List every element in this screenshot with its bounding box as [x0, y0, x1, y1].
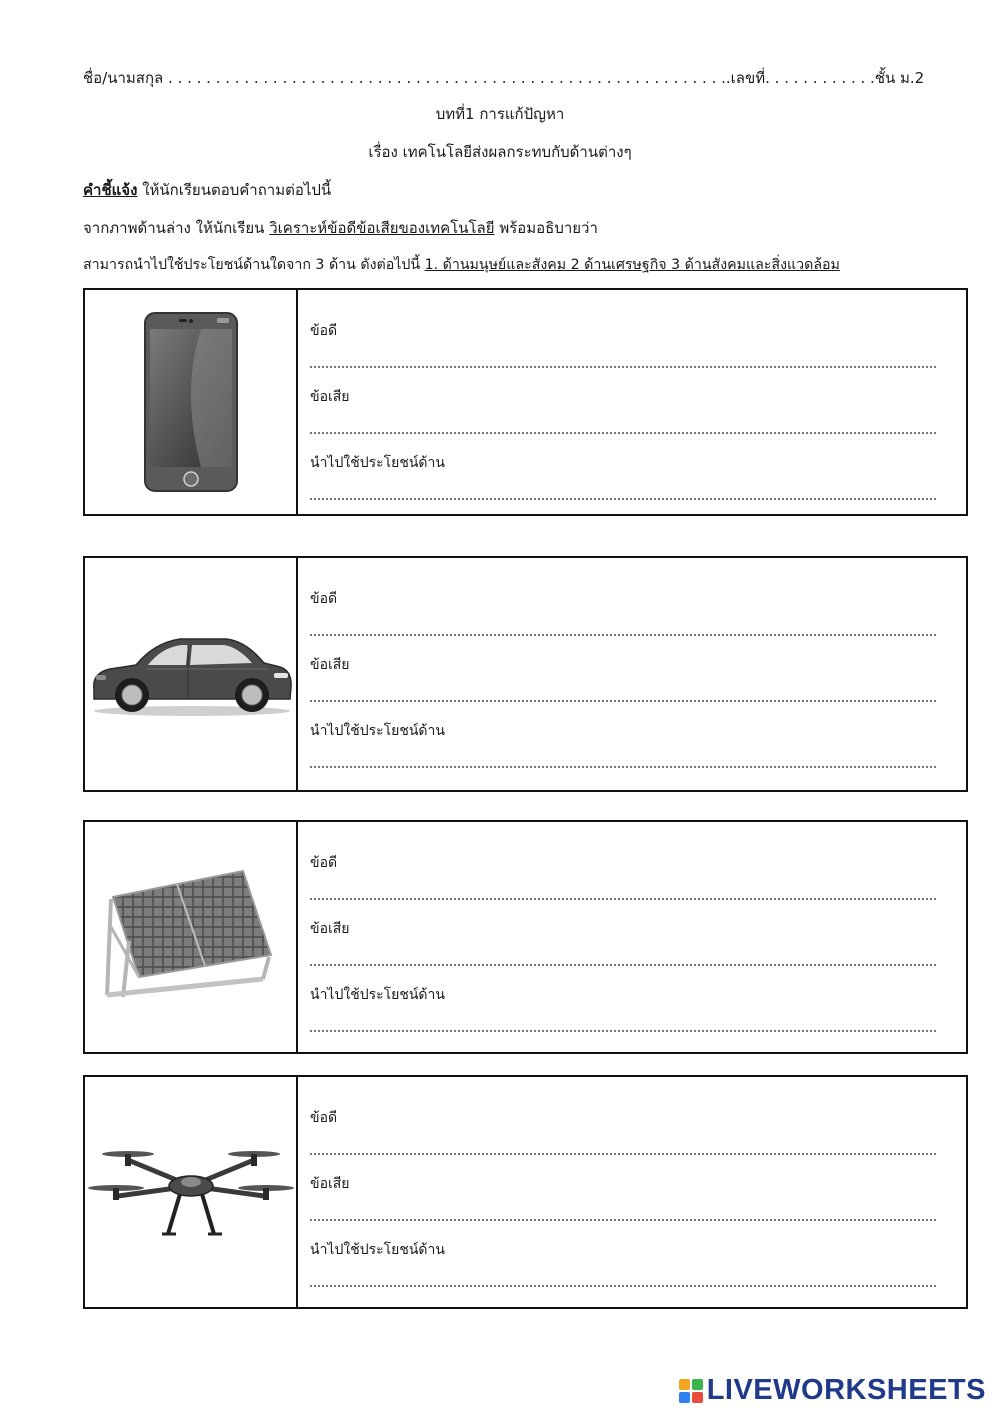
use-answer-line[interactable] — [310, 766, 936, 768]
pros-answer-line[interactable] — [310, 898, 936, 900]
pros-answer-line[interactable] — [310, 366, 936, 368]
pros-answer-line[interactable] — [310, 634, 936, 636]
name-label: ชื่อ/นามสกุล — [83, 69, 164, 87]
solar-panel-icon — [93, 867, 289, 1007]
car-picture — [85, 558, 298, 790]
cons-answer-line[interactable] — [310, 700, 936, 702]
answer-area-drone — [298, 1077, 966, 1307]
answer-area-car — [298, 558, 966, 790]
cons-label: ข้อเสีย — [310, 389, 350, 405]
item-card-smartphone — [83, 288, 968, 516]
item-card-drone — [83, 1075, 968, 1309]
cons-label: ข้อเสีย — [310, 657, 350, 673]
instruction-text-2c: พร้อมอธิบายว่า — [499, 219, 598, 237]
cons-label: ข้อเสีย — [310, 921, 350, 937]
number-label: .เลขที่ — [725, 69, 766, 87]
solar-panel-picture — [85, 822, 298, 1052]
drone-icon — [88, 1142, 294, 1242]
liveworksheets-logo — [679, 1374, 986, 1407]
car-icon — [88, 629, 294, 719]
drone-picture — [85, 1077, 298, 1307]
item-card-solar-panel — [83, 820, 968, 1054]
instruction-text-1: ให้นักเรียนตอบคำถามต่อไปนี้ — [142, 181, 332, 199]
smartphone-picture — [85, 290, 298, 514]
cons-answer-line[interactable] — [310, 964, 936, 966]
name-dots[interactable]: . . . . . . . . . . . . . . . . . . . . . . . . . . . . . . . . . . . . . . . . . . . . . . . . . . . . . . . . . . . — [168, 69, 726, 87]
name-line — [83, 66, 924, 90]
cons-answer-line[interactable] — [310, 1219, 936, 1221]
class-label: ชั้น ม.2 — [874, 69, 925, 87]
instruction-title: คำชี้แจ้ง — [83, 181, 138, 199]
instruction-line-2 — [83, 216, 598, 240]
answer-area-solar-panel — [298, 822, 966, 1052]
answer-area-smartphone — [298, 290, 966, 514]
instruction-text-3a: สามารถนำไปใช้ประโยชน์ด้านใดจาก 3 ด้าน ดังต่อไปนี้ — [83, 257, 421, 273]
instruction-line-3 — [83, 254, 840, 276]
smartphone-icon — [141, 311, 241, 493]
instruction-text-2a: จากภาพด้านล่าง ให้นักเรียน — [83, 219, 265, 237]
use-label: นำไปใช้ประโยชน์ด้าน — [310, 1242, 445, 1258]
chapter-title: บทที่1 การแก้ปัญหา — [435, 105, 565, 123]
liveworksheets-logo-icon — [679, 1379, 703, 1403]
use-label: นำไปใช้ประโยชน์ด้าน — [310, 723, 445, 739]
cons-label: ข้อเสีย — [310, 1176, 350, 1192]
use-label: นำไปใช้ประโยชน์ด้าน — [310, 987, 445, 1003]
item-card-car — [83, 556, 968, 792]
instruction-text-2b: วิเคราะห์ข้อดีข้อเสียของเทคโนโลยี — [269, 219, 495, 237]
instruction-text-3b: 1. ด้านมนุษย์และสังคม 2 ด้านเศรษฐกิจ 3 ด้านสังคมและสิ่งแวดล้อม — [424, 257, 840, 273]
number-dots[interactable]: . . . . . . . . . . . . — [765, 69, 875, 87]
pros-label: ข้อดี — [310, 1110, 338, 1126]
use-answer-line[interactable] — [310, 498, 936, 500]
topic-title: เรื่อง เทคโนโลยีส่งผลกระทบกับด้านต่างๆ — [368, 143, 632, 161]
cons-answer-line[interactable] — [310, 432, 936, 434]
liveworksheets-wordmark: LIVEWORKSHEETS — [706, 1374, 986, 1406]
instruction-line-1 — [83, 178, 331, 202]
use-answer-line[interactable] — [310, 1285, 936, 1287]
pros-label: ข้อดี — [310, 591, 338, 607]
use-label: นำไปใช้ประโยชน์ด้าน — [310, 455, 445, 471]
pros-label: ข้อดี — [310, 855, 338, 871]
pros-label: ข้อดี — [310, 323, 338, 339]
pros-answer-line[interactable] — [310, 1153, 936, 1155]
use-answer-line[interactable] — [310, 1030, 936, 1032]
